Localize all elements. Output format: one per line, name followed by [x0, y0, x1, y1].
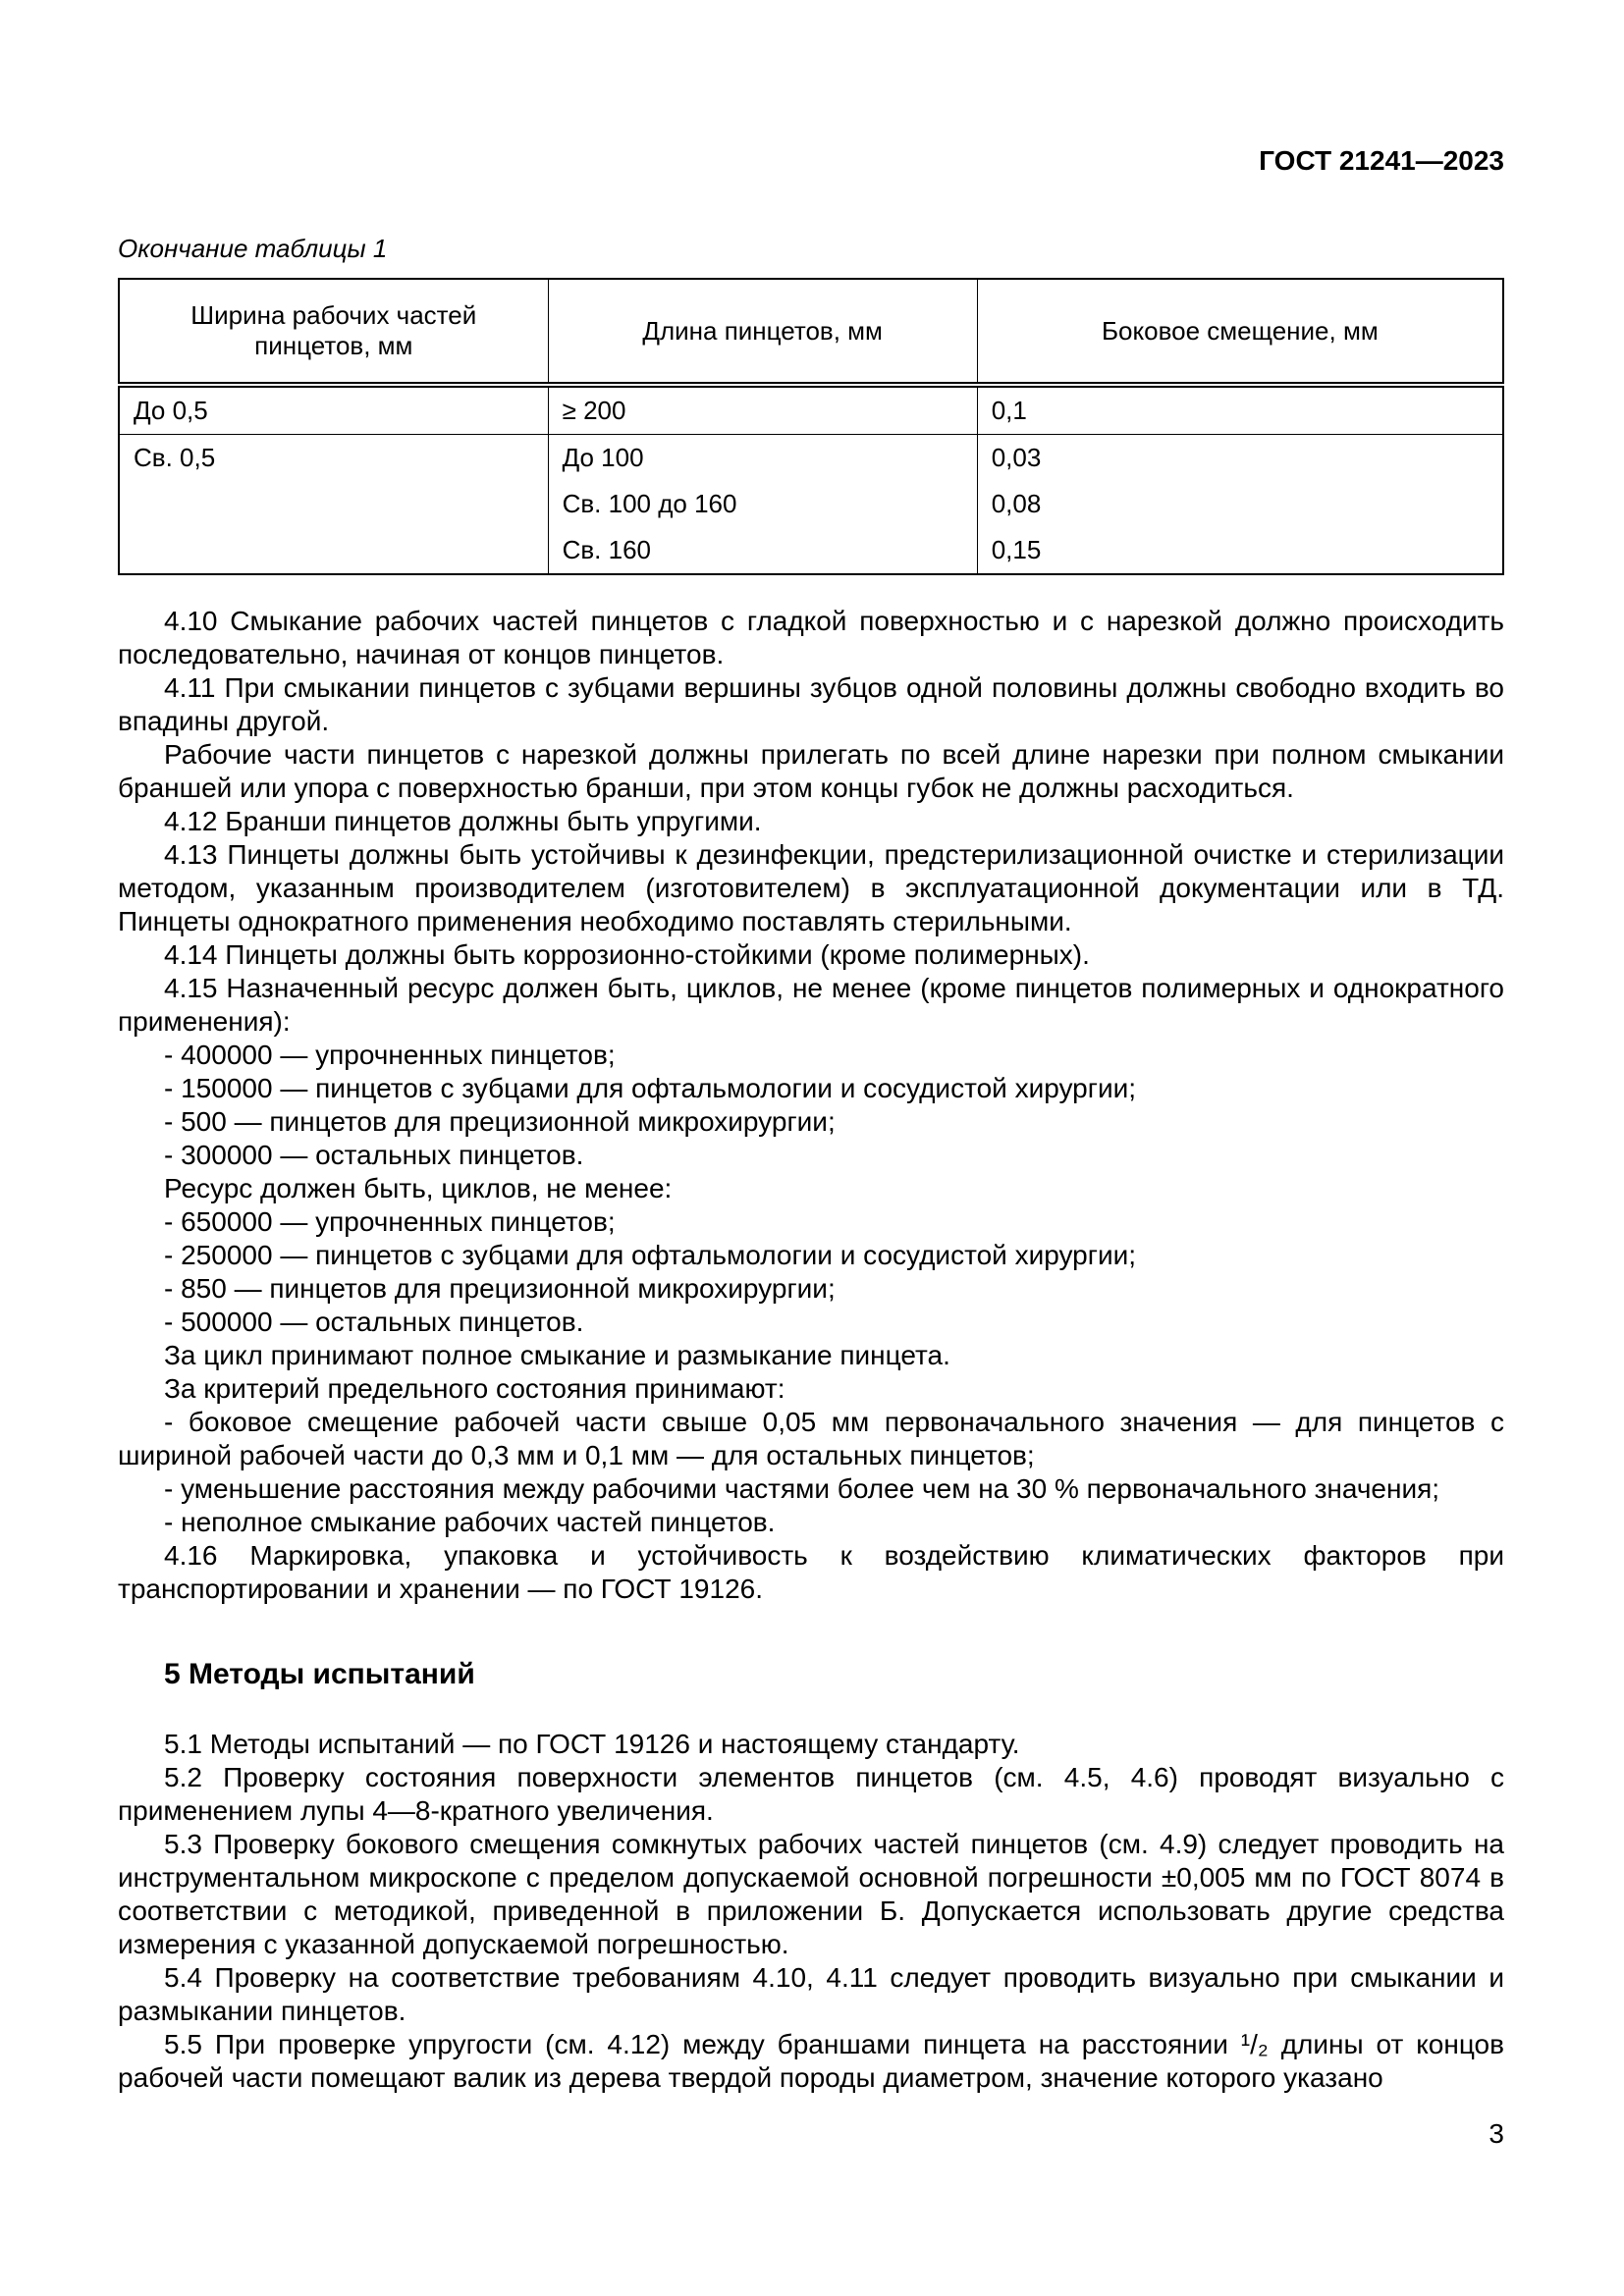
paragraph: 4.11 При смыкании пинцетов с зубцами вершины зубцов одной половины должны свободно входить во впадины другой.	[118, 672, 1504, 736]
table-header-cell-offset: Боковое смещение, мм	[977, 279, 1503, 385]
body-content	[118, 605, 1504, 2095]
table-cell: ≥ 200	[548, 385, 977, 435]
paragraph: 5.5 При проверке упругости (см. 4.12) между браншами пинцета на расстоянии ¹/₂ длины от концов рабочей части помещают валик из дерева твердой породы диаметром, значение которого указано	[118, 2029, 1504, 2093]
paragraph: 5.2 Проверку состояния поверхности элементов пинцетов (см. 4.5, 4.6) проводят визуально с применением лупы 4—8-кратного увеличения.	[118, 1762, 1504, 1826]
paragraph: - 850 — пинцетов для прецизионной микрохирургии;	[164, 1273, 836, 1304]
table-caption: Окончание таблицы 1	[118, 234, 388, 263]
paragraph: - 250000 — пинцетов с зубцами для офтальмологии и сосудистой хирургии;	[164, 1240, 1137, 1270]
paragraph: - неполное смыкание рабочих частей пинцетов.	[164, 1507, 776, 1537]
paragraph: 5.4 Проверку на соответствие требованиям 4.10, 4.11 следует проводить визуально при смыкании и размыкании пинцетов.	[118, 1962, 1504, 2026]
paragraph: 4.16 Маркировка, упаковка и устойчивость к воздействию климатических факторов при транспортировании и хранении — по ГОСТ 19126.	[118, 1540, 1504, 1604]
paragraph: - 650000 — упрочненных пинцетов;	[164, 1206, 616, 1237]
table-cell: Св. 160	[548, 527, 977, 574]
paragraph: - 150000 — пинцетов с зубцами для офтальмологии и сосудистой хирургии;	[164, 1073, 1137, 1103]
table-cell: Св. 0,5	[119, 435, 548, 575]
section-heading: 5 Методы испытаний	[164, 1658, 475, 1690]
table-header-row	[119, 279, 1503, 385]
table-cell: 0,08	[977, 481, 1503, 527]
paragraph: 4.12 Бранши пинцетов должны быть упругими.	[164, 806, 762, 836]
document-code-header: ГОСТ 21241—2023	[1259, 145, 1504, 176]
paragraph: - боковое смещение рабочей части свыше 0,05 мм первоначального значения — для пинцетов с шириной рабочей части до 0,3 мм и 0,1 мм — для остальных пинцетов;	[118, 1407, 1504, 1470]
paragraph: - 500000 — остальных пинцетов.	[164, 1307, 584, 1337]
paragraph: За цикл принимают полное смыкание и размыкание пинцета.	[164, 1340, 950, 1370]
table-cell: 0,15	[977, 527, 1503, 574]
paragraph: За критерий предельного состояния принимают:	[164, 1373, 785, 1404]
paragraph: Ресурс должен быть, циклов, не менее:	[164, 1173, 673, 1203]
paragraph: - 400000 — упрочненных пинцетов;	[164, 1040, 616, 1070]
paragraph: Рабочие части пинцетов с нарезкой должны прилегать по всей длине нарезки при полном смыкании браншей или упора с поверхностью бранши, при этом концы губок не должны расходиться.	[118, 739, 1504, 803]
page-number: 3	[1489, 2118, 1504, 2149]
table-header-cell-length: Длина пинцетов, мм	[548, 279, 977, 385]
tweezers-dimensions-table	[118, 278, 1504, 575]
paragraph: 4.14 Пинцеты должны быть коррозионно-стойкими (кроме полимерных).	[164, 939, 1090, 970]
table-cell: До 0,5	[119, 385, 548, 435]
table-row	[119, 385, 1503, 435]
paragraph: 4.13 Пинцеты должны быть устойчивы к дезинфекции, предстерилизационной очистке и стерилизации методом, указанным производителем (изготовителем) в эксплуатационной документации или в ТД. Пинцеты однократного применения необходимо поставлять стерильными.	[118, 839, 1504, 936]
table-cell: Св. 100 до 160	[548, 481, 977, 527]
paragraph: 4.10 Смыкание рабочих частей пинцетов с гладкой поверхностью и с нарезкой должно происходить последовательно, начиная от концов пинцетов.	[118, 606, 1504, 669]
table-cell: До 100	[548, 435, 977, 482]
table-cell: 0,03	[977, 435, 1503, 482]
paragraph: 4.15 Назначенный ресурс должен быть, циклов, не менее (кроме пинцетов полимерных и однократного применения):	[118, 973, 1504, 1037]
page-content	[118, 0, 1504, 2150]
paragraph: 5.1 Методы испытаний — по ГОСТ 19126 и настоящему стандарту.	[164, 1729, 1020, 1759]
paragraph: - 300000 — остальных пинцетов.	[164, 1140, 584, 1170]
table-cell: 0,1	[977, 385, 1503, 435]
table-row	[119, 435, 1503, 482]
paragraph: 5.3 Проверку бокового смещения сомкнутых рабочих частей пинцетов (см. 4.9) следует проводить на инструментальном микроскопе с пределом допускаемой основной погрешности ±0,005 мм по ГОСТ 8074 в соответствии с методикой, приведенной в приложении Б. Допускается использовать другие средства измерения с указанной допускаемой погрешностью.	[118, 1829, 1504, 1959]
table-header-cell-width: Ширина рабочих частей пинцетов, мм	[119, 279, 548, 385]
paragraph: - уменьшение расстояния между рабочими частями более чем на 30 % первоначального значения;	[164, 1473, 1440, 1504]
paragraph: - 500 — пинцетов для прецизионной микрохирургии;	[164, 1106, 836, 1137]
